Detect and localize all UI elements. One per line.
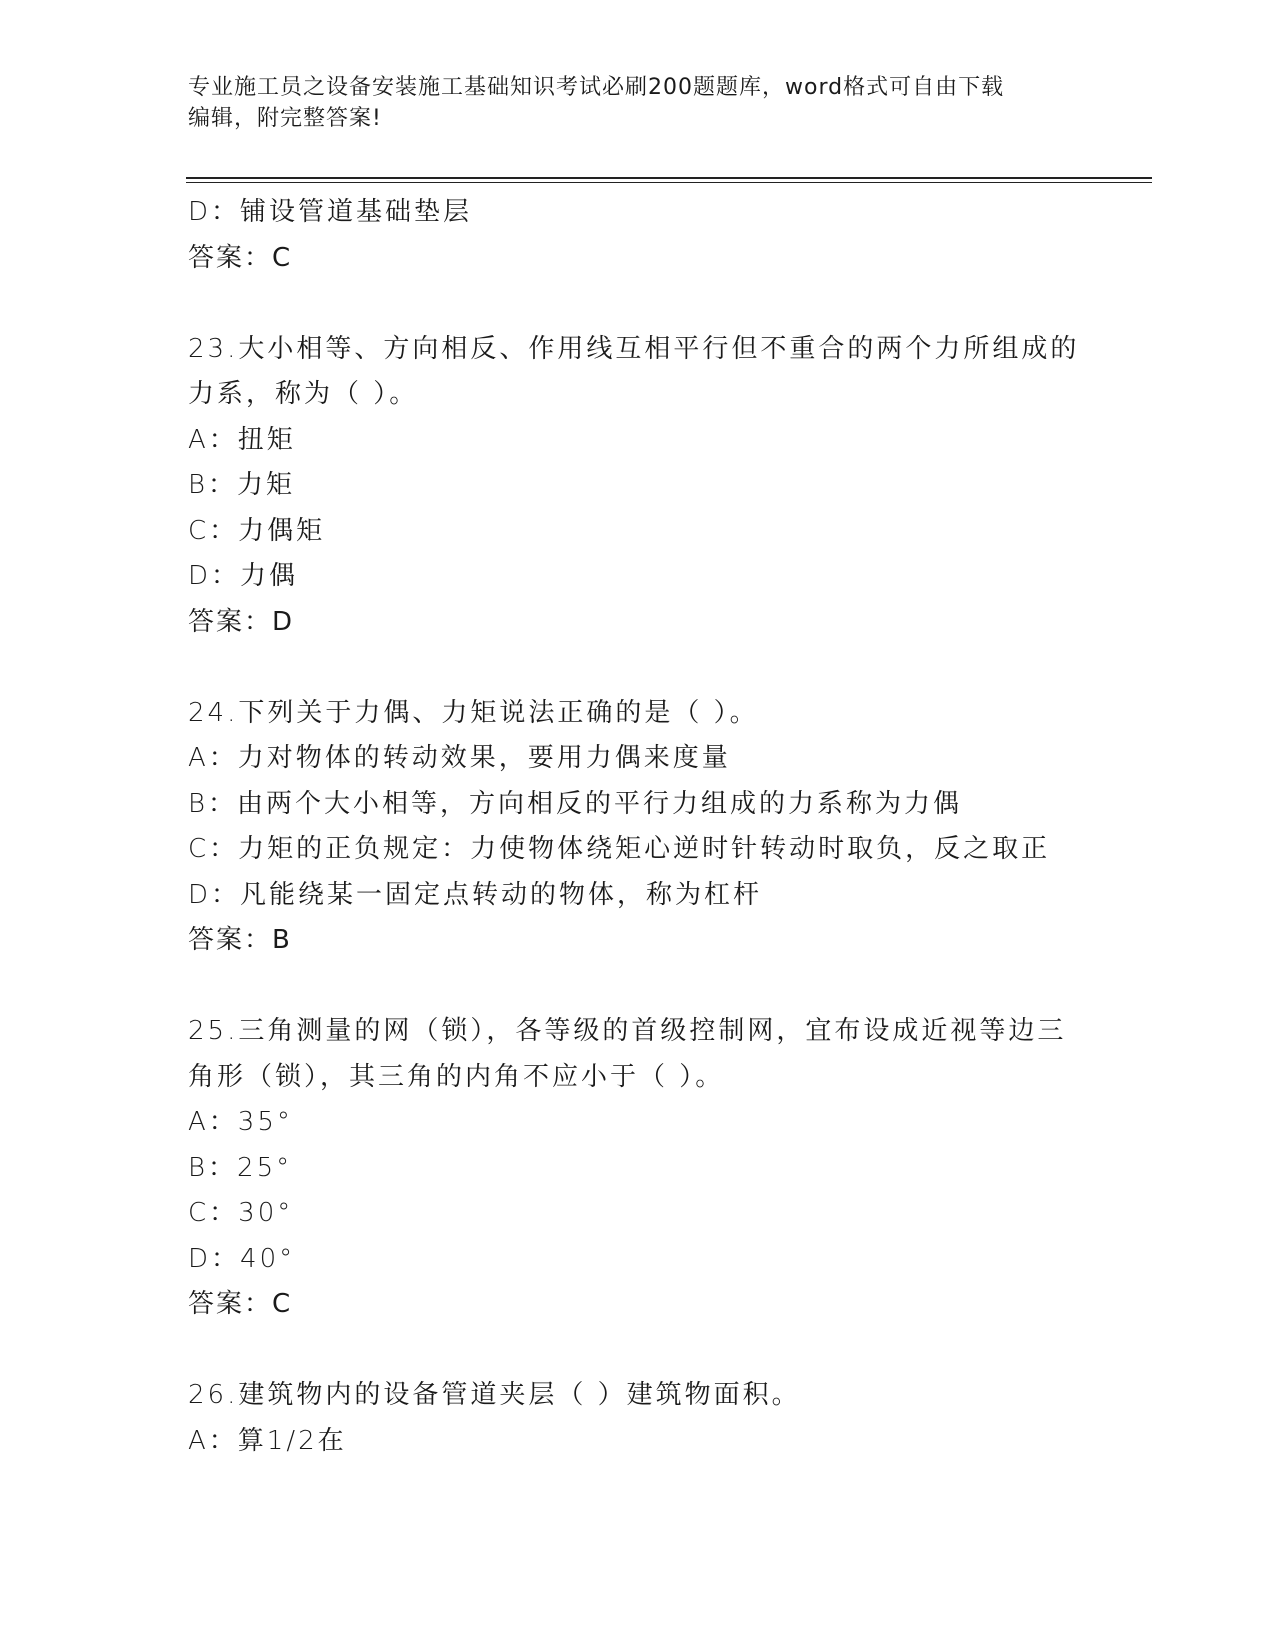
question-stem: 23.大小相等、方向相反、作用线互相平行但不重合的两个力所组成的 bbox=[188, 333, 1080, 364]
question-block-26 bbox=[188, 1373, 1148, 1464]
header-title-line2: 编辑，附完整答案! bbox=[188, 106, 382, 131]
option-a: A：35° bbox=[188, 1107, 293, 1137]
option-c: C：力矩的正负规定：力使物体绕矩心逆时针转动时取负，反之取正 bbox=[188, 834, 1051, 864]
header-divider-thick bbox=[186, 177, 1152, 179]
question-stem-continued: 角形（锁），其三角的内角不应小于（ ）。 bbox=[188, 1061, 725, 1092]
option-d: D：凡能绕某一固定点转动的物体，称为杠杆 bbox=[188, 879, 763, 910]
option-c: C：力偶矩 bbox=[188, 515, 326, 546]
header-divider-thin bbox=[186, 182, 1152, 183]
question-block-22 bbox=[188, 190, 1148, 281]
answer-line: 答案：C bbox=[188, 242, 293, 273]
question-stem-continued: 力系，称为（ ）。 bbox=[188, 379, 419, 409]
option-c: C：30° bbox=[188, 1198, 294, 1228]
question-list bbox=[188, 190, 1148, 1464]
option-b: B：力矩 bbox=[188, 470, 296, 500]
question-block-24 bbox=[188, 691, 1148, 964]
question-block-25 bbox=[188, 1009, 1148, 1328]
question-block-23 bbox=[188, 327, 1148, 646]
option-a: A：扭矩 bbox=[188, 424, 296, 455]
option-a: A：算1/2在 bbox=[188, 1425, 347, 1456]
question-stem: 24.下列关于力偶、力矩说法正确的是（ ）。 bbox=[188, 697, 759, 728]
spacer bbox=[188, 1328, 1148, 1374]
option-b: B：25° bbox=[188, 1152, 293, 1183]
spacer bbox=[188, 281, 1148, 327]
option-d: D：铺设管道基础垫层 bbox=[188, 197, 473, 227]
question-stem: 25.三角测量的网（锁），各等级的首级控制网，宜布设成近视等边三 bbox=[188, 1016, 1067, 1046]
spacer bbox=[188, 964, 1148, 1010]
answer-line: 答案：C bbox=[188, 1289, 293, 1319]
header-title-line1: 专业施工员之设备安装施工基础知识考试必刷200题题库，word格式可自由下载 bbox=[188, 75, 1005, 100]
option-d: D：40° bbox=[188, 1243, 296, 1274]
answer-line: 答案：B bbox=[188, 925, 292, 955]
option-a: A：力对物体的转动效果，要用力偶来度量 bbox=[188, 743, 731, 773]
spacer bbox=[188, 645, 1148, 691]
document-header bbox=[188, 72, 1068, 134]
option-b: B：由两个大小相等，方向相反的平行力组成的力系称为力偶 bbox=[188, 788, 963, 819]
answer-line: 答案：D bbox=[188, 606, 295, 637]
option-d: D：力偶 bbox=[188, 561, 299, 591]
question-stem: 26.建筑物内的设备管道夹层（ ）建筑物面积。 bbox=[188, 1380, 801, 1410]
